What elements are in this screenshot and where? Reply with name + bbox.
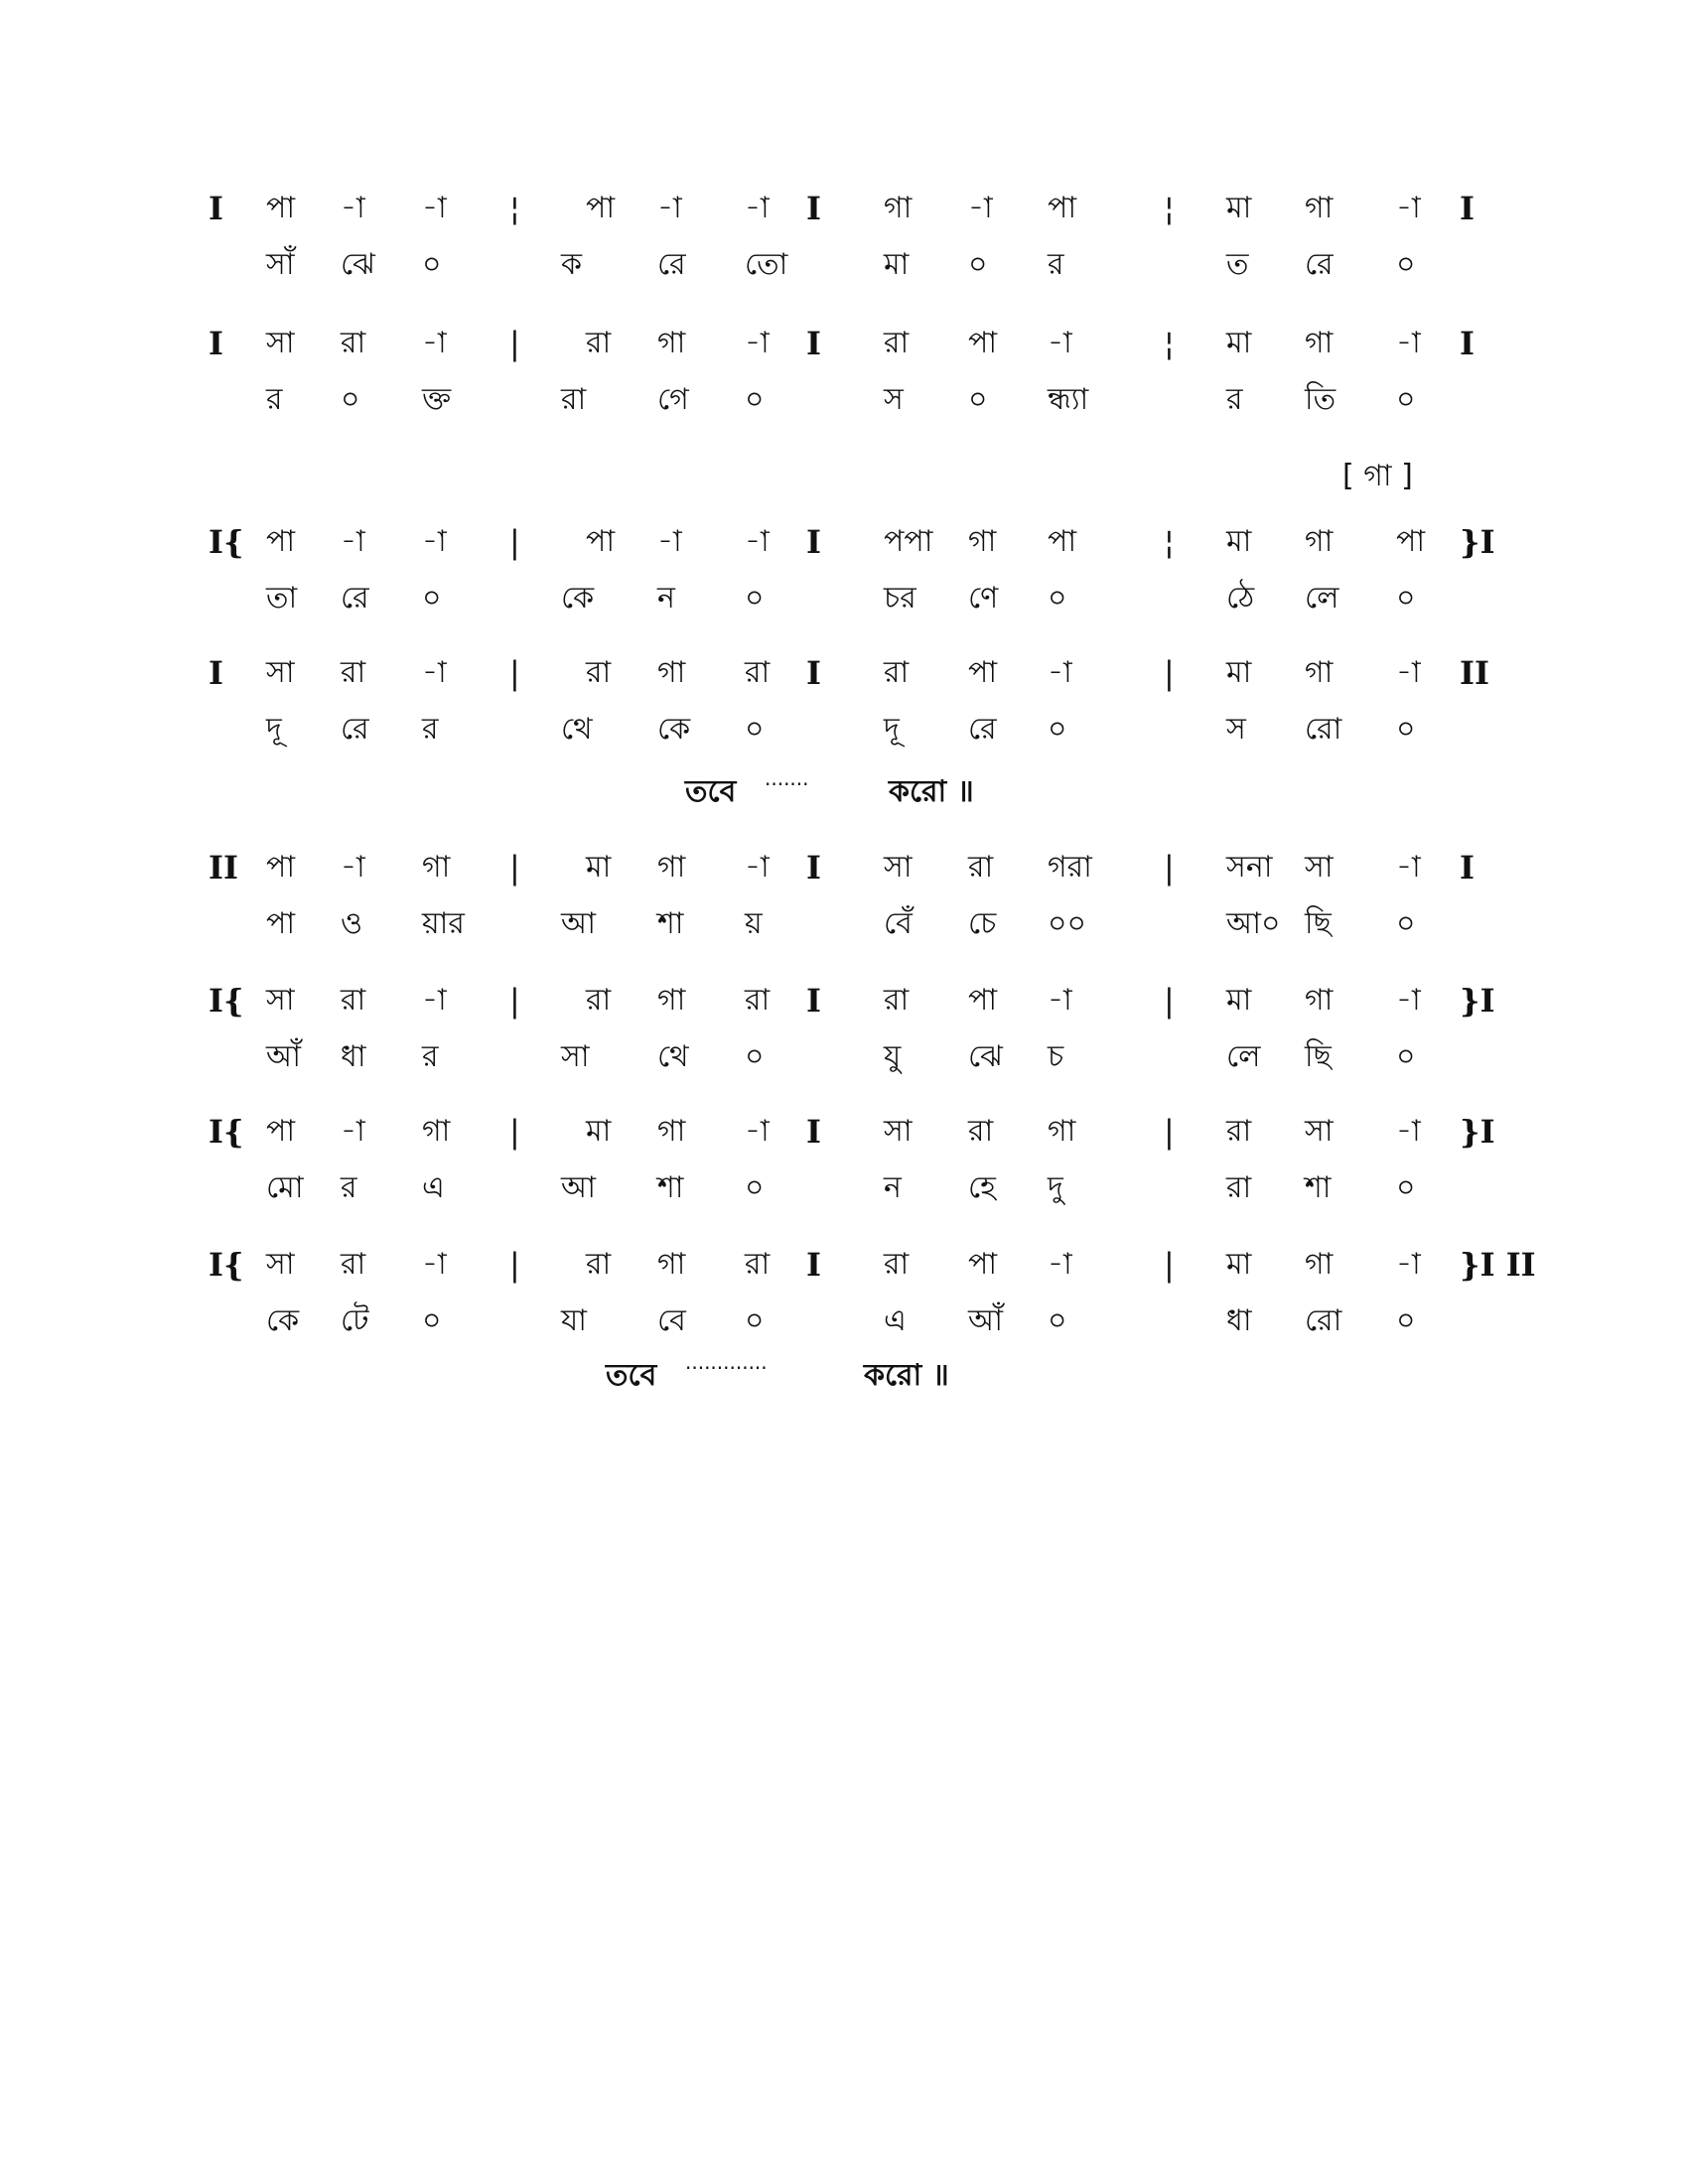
note: গা [1305, 326, 1334, 360]
note: গা [422, 850, 451, 885]
lyric-syllable: থে [657, 1039, 689, 1074]
note: পা [1396, 524, 1426, 559]
note: রা [341, 655, 366, 690]
note: রা [586, 1247, 612, 1282]
lyric-syllable: আ [561, 906, 596, 941]
lyric-syllable: ত [1226, 247, 1249, 282]
lyric-syllable: ণে [968, 581, 999, 615]
lyric-syllable: রো [1305, 712, 1342, 747]
refrain-dots: ············· [685, 1356, 768, 1380]
bar-line: I [1460, 325, 1475, 362]
note: -া [657, 524, 682, 559]
note: পা [266, 850, 296, 885]
bar-line: | [509, 849, 520, 887]
lyric-syllable: দূ [266, 712, 282, 747]
lyric-syllable: ০ [1396, 581, 1416, 615]
lyric-syllable: ০ [745, 1039, 765, 1074]
lyric-syllable: তা [266, 581, 298, 615]
lyric-syllable: ০ [1048, 712, 1067, 747]
lyric-syllable: ০ [1048, 1303, 1067, 1338]
note: -া [422, 326, 447, 360]
note: গা [657, 983, 686, 1018]
lyric-syllable: শা [657, 1170, 684, 1205]
note: -া [422, 655, 447, 690]
bar-line: ¦ [1164, 325, 1175, 362]
lyric-syllable: সাঁ [266, 247, 295, 282]
note: রা [968, 1114, 994, 1149]
lyric-syllable: চর [884, 581, 916, 615]
refrain-end: করো ॥ [864, 1358, 949, 1393]
note: সা [1305, 850, 1334, 885]
note: রা [586, 326, 612, 360]
lyric-syllable: রে [341, 581, 369, 615]
lyric-syllable: ০ [1396, 906, 1416, 941]
note: রা [341, 1247, 366, 1282]
lyric-syllable: পা [266, 906, 296, 941]
lyric-syllable: আ০ [1226, 906, 1281, 941]
lyric-syllable: এ [422, 1170, 445, 1205]
lyric-syllable: আ [561, 1170, 596, 1205]
refrain-dots: ······· [765, 772, 809, 796]
bar-line: I [806, 1246, 821, 1284]
lyric-syllable: বে [657, 1303, 686, 1338]
note: -া [968, 191, 993, 225]
lyric-syllable: ০ [968, 247, 988, 282]
lyric-syllable: ধা [1226, 1303, 1252, 1338]
note: মা [1226, 655, 1252, 690]
lyric-syllable: ক্ত [422, 382, 452, 417]
lyric-syllable: সা [561, 1039, 590, 1074]
note: পা [586, 524, 616, 559]
note: গা [884, 191, 913, 225]
lyric-syllable: ছি [1305, 906, 1332, 941]
note: -া [1396, 1247, 1421, 1282]
lyric-syllable: যা [561, 1303, 587, 1338]
note: গা [657, 1114, 686, 1149]
lyric-row-6 [0, 1033, 1688, 1081]
note: সা [266, 326, 295, 360]
bar-line: }I [1460, 982, 1495, 1020]
note: -া [341, 191, 365, 225]
notation-row-1 [0, 185, 1688, 232]
lyric-syllable: স [1226, 712, 1246, 747]
note: পা [1048, 524, 1077, 559]
note: -া [341, 1114, 365, 1149]
note: সনা [1226, 850, 1273, 885]
lyric-syllable: চ [1048, 1039, 1064, 1074]
lyric-syllable: রা [561, 382, 587, 417]
refrain-start: তবে [606, 1358, 657, 1393]
note: পা [586, 191, 616, 225]
note: পা [266, 524, 296, 559]
lyric-syllable: র [422, 1039, 439, 1074]
bar-line: I [806, 1113, 821, 1151]
note: সা [266, 655, 295, 690]
bar-line: I [209, 654, 223, 692]
note: গা [657, 326, 686, 360]
note: রা [341, 326, 366, 360]
note: মা [1226, 326, 1252, 360]
note: -া [1396, 655, 1421, 690]
lyric-syllable: ০ [422, 581, 442, 615]
note: সা [266, 1247, 295, 1282]
lyric-syllable: শা [1305, 1170, 1332, 1205]
note: গা [1048, 1114, 1076, 1149]
lyric-syllable: র [1226, 382, 1243, 417]
note: রা [884, 326, 910, 360]
note: গা [1305, 524, 1334, 559]
lyric-syllable: র [341, 1170, 357, 1205]
bar-line: I [209, 325, 223, 362]
bar-line: | [509, 523, 520, 561]
note: -া [422, 983, 447, 1018]
note: পা [266, 1114, 296, 1149]
note: সা [884, 850, 913, 885]
lyric-syllable: আঁ [266, 1039, 301, 1074]
note: -া [422, 524, 447, 559]
lyric-syllable: শা [657, 906, 684, 941]
lyric-syllable: ঝে [341, 247, 375, 282]
lyric-syllable: রে [657, 247, 686, 282]
note: মা [1226, 524, 1252, 559]
bar-line: | [1164, 1246, 1175, 1284]
lyric-syllable: ক [561, 247, 582, 282]
bar-line: I [806, 190, 821, 227]
note: -া [1396, 983, 1421, 1018]
lyric-syllable: ০ [745, 1170, 765, 1205]
bar-line: | [1164, 654, 1175, 692]
note: রা [341, 983, 366, 1018]
lyric-syllable: ০ [1396, 712, 1416, 747]
note: রা [1226, 1114, 1252, 1149]
lyric-row-1 [0, 241, 1688, 289]
note: পা [968, 655, 998, 690]
lyric-syllable: থে [561, 712, 593, 747]
lyric-syllable: দূ [884, 712, 900, 747]
note: -া [1048, 655, 1072, 690]
note: রা [745, 655, 771, 690]
lyric-syllable: রা [1226, 1170, 1252, 1205]
note: গরা [1048, 850, 1092, 885]
note: রা [745, 983, 771, 1018]
lyric-syllable: ন্ধ্যা [1048, 382, 1089, 417]
note: রা [586, 655, 612, 690]
lyric-syllable: ন [884, 1170, 902, 1205]
variant-note: [ গা ] [1342, 459, 1413, 493]
note: সা [1305, 1114, 1334, 1149]
note: গা [1305, 983, 1334, 1018]
note: রা [745, 1247, 771, 1282]
note: -া [341, 850, 365, 885]
note: -া [1048, 326, 1072, 360]
lyric-syllable: ঠে [1226, 581, 1255, 615]
note: -া [745, 191, 770, 225]
note: সা [266, 983, 295, 1018]
bar-line: I{ [209, 1246, 244, 1284]
bar-line: I [806, 523, 821, 561]
bar-line: | [509, 654, 520, 692]
refrain-start: তবে [685, 774, 737, 809]
note: সা [884, 1114, 913, 1149]
lyric-syllable: দু [1048, 1170, 1063, 1205]
lyric-syllable: রো [1305, 1303, 1342, 1338]
lyric-syllable: ০ [745, 1303, 765, 1338]
bar-line: }I II [1460, 1246, 1536, 1284]
lyric-row-5 [0, 900, 1688, 948]
note: -া [1048, 983, 1072, 1018]
note: গা [968, 524, 997, 559]
note: -া [422, 191, 447, 225]
refrain-end: করো ॥ [889, 774, 974, 809]
note: মা [586, 850, 612, 885]
lyric-syllable: ধা [341, 1039, 366, 1074]
lyric-syllable: মা [884, 247, 910, 282]
note: রা [884, 983, 910, 1018]
lyric-syllable: ও [341, 906, 363, 941]
bar-line: }I [1460, 1113, 1495, 1151]
note: পা [968, 326, 998, 360]
lyric-row-4 [0, 706, 1688, 753]
note: মা [586, 1114, 612, 1149]
note: গা [657, 655, 686, 690]
notation-row-8 [0, 1241, 1688, 1289]
lyric-syllable: হে [968, 1170, 996, 1205]
bar-line: | [509, 1246, 520, 1284]
note: -া [341, 524, 365, 559]
note: গা [657, 1247, 686, 1282]
note: মা [1226, 191, 1252, 225]
bar-line: }I [1460, 523, 1495, 561]
lyric-syllable: ০ [1396, 1303, 1416, 1338]
note: রা [586, 983, 612, 1018]
lyric-syllable: ০ [1396, 247, 1416, 282]
lyric-row-8 [0, 1297, 1688, 1345]
notation-row-5 [0, 844, 1688, 891]
lyric-syllable: ০ [745, 382, 765, 417]
bar-line: I{ [209, 1113, 244, 1151]
lyric-row-7 [0, 1164, 1688, 1212]
lyric-syllable: র [422, 712, 439, 747]
bar-line: | [509, 982, 520, 1020]
lyric-syllable: এ [884, 1303, 907, 1338]
notation-row-3 [0, 518, 1688, 566]
lyric-syllable: গে [657, 382, 689, 417]
note: গা [422, 1114, 451, 1149]
lyric-syllable: চে [968, 906, 997, 941]
bar-line: ¦ [1164, 190, 1175, 227]
note: গা [1305, 191, 1334, 225]
bar-line: ¦ [1164, 523, 1175, 561]
lyric-syllable: আঁ [968, 1303, 1003, 1338]
note: -া [1396, 1114, 1421, 1149]
note: -া [1048, 1247, 1072, 1282]
note: গা [657, 850, 686, 885]
note: মা [1226, 1247, 1252, 1282]
lyric-syllable: ০ [745, 712, 765, 747]
bar-line: I{ [209, 982, 244, 1020]
bar-line: ¦ [509, 190, 520, 227]
lyric-syllable: কে [266, 1303, 300, 1338]
lyric-syllable: মো [266, 1170, 304, 1205]
lyric-syllable: রে [968, 712, 997, 747]
lyric-row-2 [0, 376, 1688, 424]
bar-line: I [806, 849, 821, 887]
lyric-syllable: য়ার [422, 906, 465, 941]
lyric-syllable: ০ [1396, 1170, 1416, 1205]
lyric-syllable: লে [1226, 1039, 1261, 1074]
lyric-syllable: ০ [968, 382, 988, 417]
lyric-syllable: র [266, 382, 283, 417]
lyric-syllable: ০ [341, 382, 360, 417]
bar-line: | [509, 325, 520, 362]
lyric-syllable: স [884, 382, 904, 417]
lyric-syllable: ০ [422, 247, 442, 282]
lyric-syllable: তো [745, 247, 788, 282]
note: পা [968, 1247, 998, 1282]
bar-line: | [1164, 849, 1175, 887]
bar-line: I [1460, 849, 1475, 887]
notation-row-4 [0, 649, 1688, 697]
note: মা [1226, 983, 1252, 1018]
note: রা [884, 1247, 910, 1282]
lyric-syllable: ০০ [1048, 906, 1087, 941]
notation-row-2 [0, 320, 1688, 367]
notation-row-6 [0, 977, 1688, 1024]
lyric-syllable: ন [657, 581, 675, 615]
bar-line: I [209, 190, 223, 227]
bar-line: | [1164, 982, 1175, 1020]
note: -া [657, 191, 682, 225]
lyric-syllable: ০ [422, 1303, 442, 1338]
lyric-syllable: যু [884, 1039, 902, 1074]
lyric-syllable: কে [561, 581, 595, 615]
bar-line: I [806, 654, 821, 692]
note: -া [1396, 326, 1421, 360]
bar-line: I [806, 982, 821, 1020]
bar-line: I{ [209, 523, 244, 561]
note: পা [266, 191, 296, 225]
lyric-syllable: ০ [1396, 382, 1416, 417]
note: -া [1396, 191, 1421, 225]
lyric-syllable: ঝে [968, 1039, 1003, 1074]
lyric-syllable: রে [341, 712, 369, 747]
note: গা [1305, 655, 1334, 690]
note: -া [1396, 850, 1421, 885]
note: পা [1048, 191, 1077, 225]
lyric-syllable: ০ [745, 581, 765, 615]
note: -া [745, 1114, 770, 1149]
lyric-syllable: ছি [1305, 1039, 1332, 1074]
lyric-syllable: বেঁ [884, 906, 913, 941]
note: পপা [884, 524, 933, 559]
lyric-syllable: কে [657, 712, 691, 747]
lyric-syllable: লে [1305, 581, 1339, 615]
lyric-syllable: ০ [1048, 581, 1067, 615]
bar-line: | [1164, 1113, 1175, 1151]
bar-line: II [1460, 654, 1489, 692]
bar-line: I [806, 325, 821, 362]
bar-line: I [1460, 190, 1475, 227]
lyric-syllable: টে [341, 1303, 369, 1338]
lyric-row-3 [0, 575, 1688, 622]
lyric-syllable: ০ [1396, 1039, 1416, 1074]
note: -া [745, 524, 770, 559]
lyric-syllable: রে [1305, 247, 1334, 282]
note: -া [422, 1247, 447, 1282]
note: -া [745, 850, 770, 885]
note: রা [968, 850, 994, 885]
note: গা [1305, 1247, 1334, 1282]
notation-row-7 [0, 1108, 1688, 1156]
lyric-syllable: য় [745, 906, 763, 941]
bar-line: | [509, 1113, 520, 1151]
lyric-syllable: তি [1305, 382, 1336, 417]
bar-line: II [209, 849, 238, 887]
note: পা [968, 983, 998, 1018]
note: রা [884, 655, 910, 690]
lyric-syllable: র [1048, 247, 1064, 282]
note: -া [745, 326, 770, 360]
